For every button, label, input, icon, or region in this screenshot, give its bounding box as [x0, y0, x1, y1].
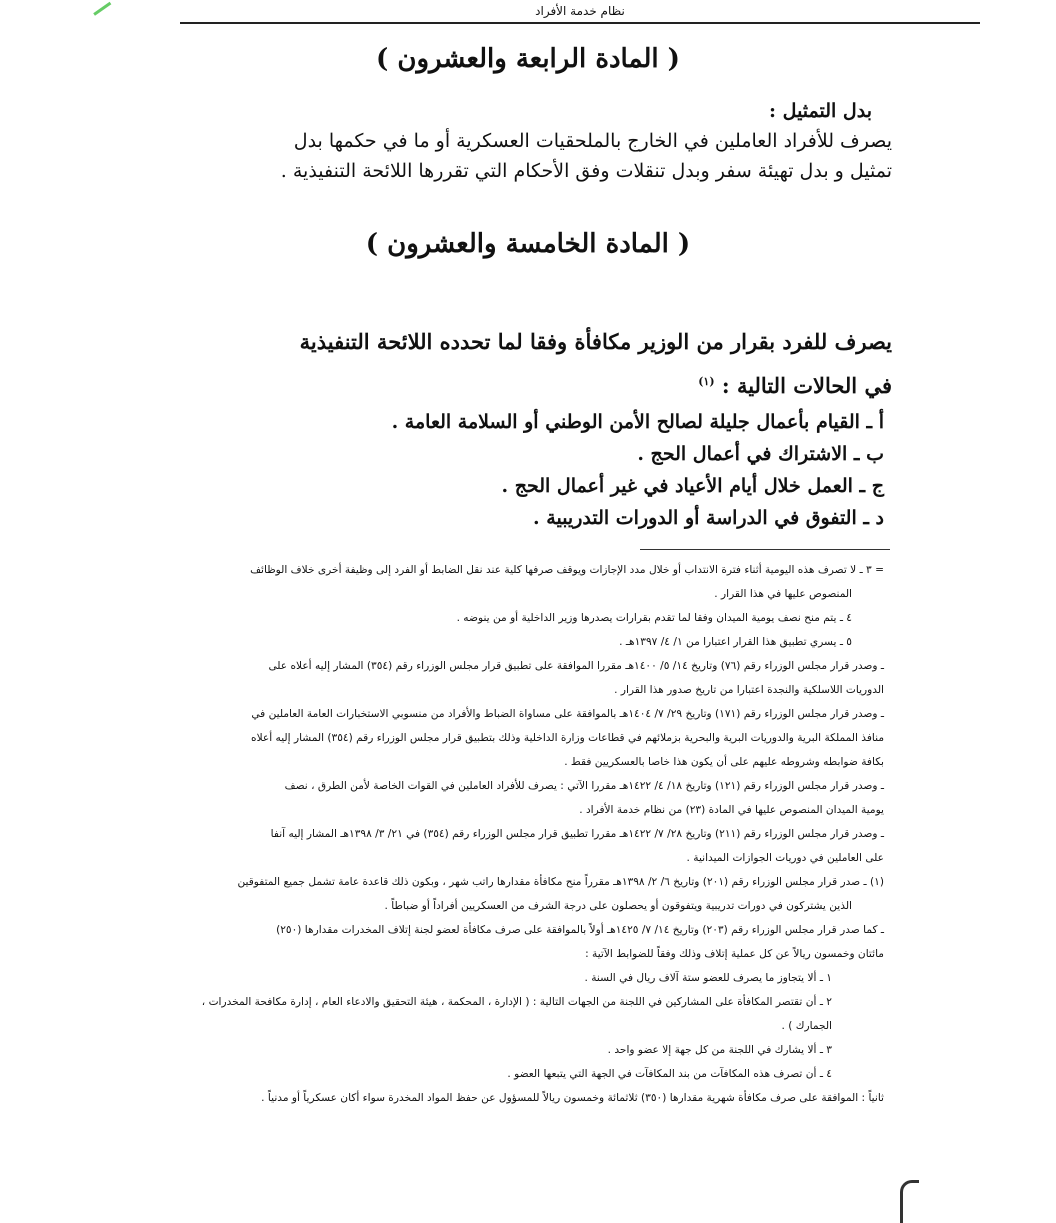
running-header: نظام خدمة الأفراد: [535, 4, 625, 18]
article-24-title: ( المادة الرابعة والعشرون ): [376, 44, 680, 74]
footnote-line: منافذ المملكة البرية والدوريات البرية والبحرية بزملائهم في قطاعات وزارة الداخلية وذلك بتطبيق قرار مجلس الوزراء رقم (٣٥٤) المشار إليه أعلاه: [251, 732, 884, 744]
footnote-line: ٤ ـ يتم منح نصف يومية الميدان وفقا لما تقدم بقرارات يصدرها وزير الداخلية أو من ينوضه .: [456, 612, 852, 624]
article-24-subheading: بدل التمثيل :: [769, 100, 872, 122]
footnote-line: ٢ ـ أن تقتصر المكافأة على المشاركين في اللجنة من الجهات التالية : ( الإدارة ، المحكمة ، هيئة التحقيق والادعاء العام ، إدارة مكافحة المخدرات ،: [201, 996, 832, 1008]
article-25-intro-line-2: [172, 362, 892, 406]
article-24-paragraph-line-1: يصرف للأفراد العاملين في الخارج بالملحقيات العسكرية أو ما في حكمها بدل: [293, 130, 892, 152]
footnote-line: ـ وصدر قرار مجلس الوزراء رقم (٢١١) وتاريخ ٢٨/ ٧/ ١٤٢٢هـ مقررا تطبيق قرار مجلس الوزراء رقم (٣٥٤) في ٢١/ ٣/ ١٣٩٨هـ المشار إليه آنفا: [270, 828, 884, 840]
header-rule: [180, 22, 980, 24]
footnotes: [156, 558, 884, 1110]
list-item: ب ـ الاشتراك في أعمال الحج .: [637, 443, 884, 465]
footnote-line: ـ وصدر قرار مجلس الوزراء رقم (١٧١) وتاريخ ٢٩/ ٧/ ١٤٠٤هـ بالموافقة على مساواة الضباط والأفراد من منسوبي الاستخبارات العامة العاملين في: [251, 708, 884, 720]
article-25-body: [172, 322, 892, 534]
footnote-line: الذين يشتركون في دورات تدريبية ويتفوقون أو يحصلون على درجة الشرف من العسكريين أفراداً أو ضباطاً .: [384, 900, 852, 912]
list-item: د ـ التفوق في الدراسة أو الدورات التدريبية .: [533, 507, 884, 529]
article-24-body: [192, 96, 892, 186]
corner-scan-mark: [89, 0, 112, 16]
list-item: أ ـ القيام بأعمال جليلة لصالح الأمن الوطني أو السلامة العامة .: [391, 411, 884, 433]
footnote-line: يومية الميدان المنصوص عليها في المادة (٢٣) من نظام خدمة الأفراد .: [579, 804, 884, 816]
footnote-reference: (١): [698, 375, 715, 388]
list-item: ج ـ العمل خلال أيام الأعياد في غير أعمال الحج .: [501, 475, 884, 497]
footnote-line: مائتان وخمسون ريالاً عن كل عملية إتلاف وذلك وفقاً للضوابط الآتية :: [585, 948, 884, 960]
footnote-line: ـ وصدر قرار مجلس الوزراء رقم (٧٦) وتاريخ ١٤/ ٥/ ١٤٠٠هـ مقررا الموافقة على تطبيق قرار مجلس الوزراء رقم (٣٥٤) المشار إليه أعلاه على: [268, 660, 884, 672]
page-edge-bracket: [900, 1180, 919, 1223]
article-25-intro-text: في الحالات التالية :: [721, 373, 892, 398]
footnote-line: (١) ـ صدر قرار مجلس الوزراء رقم (٢٠١) وتاريخ ٦/ ٢/ ١٣٩٨هـ مقرراً منح مكافأة مقدارها راتب شهر ، وبكون ذلك قاعدة عامة تشمل جميع المتفوقين: [237, 876, 884, 888]
footnote-line: ٥ ـ يسري تطبيق هذا القرار اعتبارا من ١/ ٤/ ١٣٩٧هـ .: [619, 636, 852, 648]
footnote-line: بكافة ضوابطه وشروطه عليهم على أن يكون هذا خاصا بالعسكريين فقط .: [564, 756, 884, 768]
footnote-line: ثانياً : الموافقة على صرف مكافأة شهرية مقدارها (٣٥٠) ثلاثمائة وخمسون ريالاً للمسؤول عن حفظ المواد المخدرة سواء أكان عسكرياً أو مدنياً .: [261, 1092, 884, 1104]
footnote-line: ٣ ـ ألا يشارك في اللجنة من كل جهة إلا عضو واحد .: [607, 1044, 832, 1056]
article-25-intro-line-1: يصرف للفرد بقرار من الوزير مكافأة وفقا لما تحدده اللائحة التنفيذية: [299, 329, 892, 354]
footnote-line: ١ ـ ألا يتجاوز ما يصرف للعضو ستة آلاف ريال في السنة .: [584, 972, 832, 984]
footnote-line: الدوريات اللاسلكية والنجدة اعتبارا من تاريخ صدور هذا القرار .: [614, 684, 884, 696]
footnote-line: الجمارك ) .: [781, 1020, 832, 1032]
article-24-paragraph-line-2: تمثيل و بدل تهيئة سفر وبدل تنقلات وفق الأحكام التي تقررها اللائحة التنفيذية .: [280, 160, 892, 182]
footnote-line: = ٣ ـ لا تصرف هذه اليومية أثناء فترة الانتداب أو خلال مدد الإجازات ويوقف صرفها كلية عند نقل الضابط أو الفرد إلى وظيفة أخرى خلاف الوظائف: [250, 564, 884, 576]
footnote-separator: [640, 549, 890, 550]
footnote-line: على العاملين في دوريات الجوازات الميدانية .: [686, 852, 884, 864]
article-25-title: ( المادة الخامسة والعشرون ): [365, 229, 691, 259]
footnote-line: ٤ ـ أن تصرف هذه المكافآت من بند المكافآت في الجهة التي يتبعها العضو .: [507, 1068, 832, 1080]
footnote-line: المنصوص عليها في هذا القرار .: [714, 588, 852, 600]
footnote-line: ـ كما صدر قرار مجلس الوزراء رقم (٢٠٣) وتاريخ ١٤/ ٧/ ١٤٢٥هـ أولاً بالموافقة على صرف مكافأة لعضو لجنة إتلاف المخدرات مقدارها (٢٥٠): [276, 924, 884, 936]
footnote-line: ـ وصدر قرار مجلس الوزراء رقم (١٢١) وتاريخ ١٨/ ٤/ ١٤٢٢هـ مقررا الآتي : يصرف للأفراد العاملين في القوات الخاصة لأمن الطرق ، نصف: [284, 780, 884, 792]
